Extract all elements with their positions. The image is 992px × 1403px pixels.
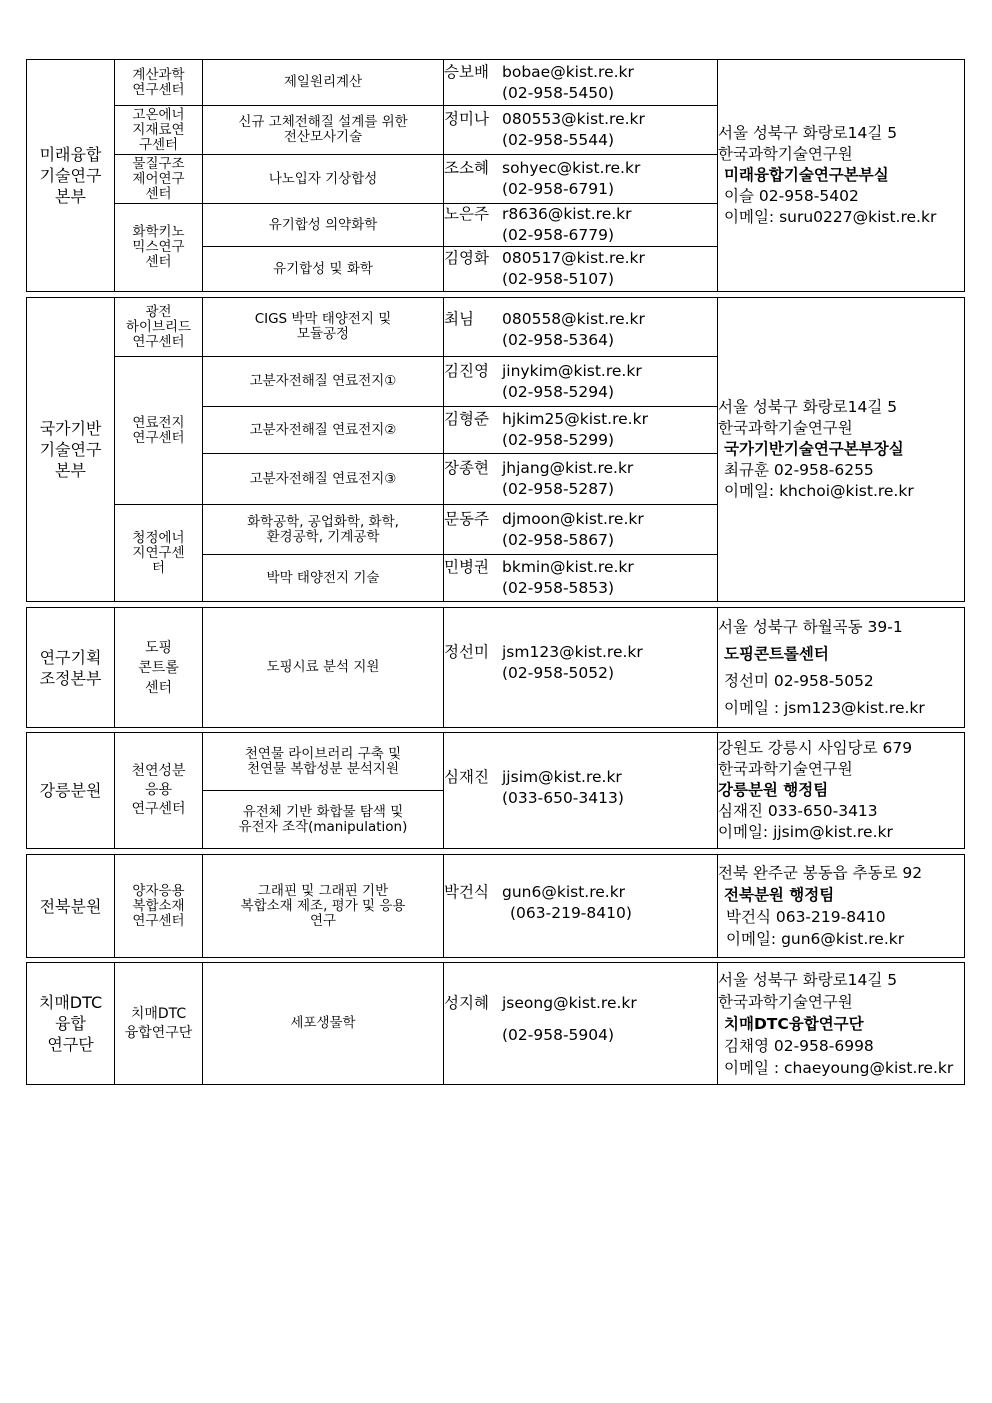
email-link[interactable]: jsm123@kist.re.kr	[502, 642, 643, 661]
center-cell: 양자응용 복합소재 연구센터	[115, 855, 203, 958]
center-cell: 고온에너 지재료연 구센터	[115, 106, 203, 155]
address-cell: 서울 성북구 하월곡동 39-1 도핑콘트롤센터 정선미 02-958-5052 이메일 : jsm123@kist.re.kr	[718, 608, 965, 728]
field-cell: 그래핀 및 그래핀 기반 복합소재 제조, 평가 및 응용 연구	[203, 855, 444, 958]
email-link[interactable]: hjkim25@kist.re.kr	[502, 410, 648, 428]
field-cell: 천연물 라이브러리 구축 및 천연물 복합성분 분석지원	[203, 733, 444, 791]
contact-cell: 김영화 080517@kist.re.kr (02-958-5107)	[444, 247, 718, 292]
address-email[interactable]: 이메일: suru0227@kist.re.kr	[724, 208, 937, 226]
field-cell: 나노입자 기상합성	[203, 155, 444, 204]
field-cell: 신규 고체전해질 설계를 위한 전산모사기술	[203, 106, 444, 155]
contact-cell: 최님 080558@kist.re.kr (02-958-5364)	[444, 298, 718, 357]
division-cell: 전북분원	[27, 855, 115, 958]
contact-cell: 민병권 bkmin@kist.re.kr (02-958-5853)	[444, 555, 718, 602]
contact-cell: 장종현 jhjang@kist.re.kr (02-958-5287)	[444, 454, 718, 505]
email-link[interactable]: bkmin@kist.re.kr	[502, 558, 634, 576]
email-link[interactable]: sohyec@kist.re.kr	[502, 159, 641, 177]
field-cell: 유기합성 및 화학	[203, 247, 444, 292]
email-link[interactable]: 080558@kist.re.kr	[502, 310, 645, 328]
address-cell: 강원도 강릉시 사임당로 679 한국과학기술연구원 강릉분원 행정팀 심재진 033-650-3413 이메일: jjsim@kist.re.kr	[718, 733, 965, 849]
address-cell: 서울 성북구 화랑로14길 5 한국과학기술연구원 국가기반기술연구본부장실 최규훈 02-958-6255 이메일: khchoi@kist.re.kr	[718, 298, 965, 602]
contact-cell: 김형준 hjkim25@kist.re.kr (02-958-5299)	[444, 407, 718, 454]
contact-cell: 노은주 r8636@kist.re.kr (02-958-6779)	[444, 204, 718, 247]
contact-table-gangneung	[26, 732, 965, 849]
field-cell: 세포생물학	[203, 963, 444, 1085]
field-cell: 고분자전해질 연료전지③	[203, 454, 444, 505]
center-cell: 광전 하이브리드 연구센터	[115, 298, 203, 357]
address-email[interactable]: 이메일: gun6@kist.re.kr	[726, 930, 905, 948]
contact-cell: 조소혜 sohyec@kist.re.kr (02-958-6791)	[444, 155, 718, 204]
contact-cell: 정선미 jsm123@kist.re.kr (02-958-5052)	[444, 608, 718, 728]
center-cell: 청정에너 지연구센 터	[115, 505, 203, 602]
contact-table-national-infrastructure	[26, 297, 965, 602]
division-cell: 연구기획 조정본부	[27, 608, 115, 728]
contact-cell: 승보배 bobae@kist.re.kr (02-958-5450)	[444, 60, 718, 106]
center-cell: 계산과학 연구센터	[115, 60, 203, 106]
address-email[interactable]: 이메일 : chaeyoung@kist.re.kr	[724, 1058, 954, 1077]
email-link[interactable]: jhjang@kist.re.kr	[502, 459, 634, 477]
email-link[interactable]: gun6@kist.re.kr	[502, 883, 626, 901]
division-cell: 치매DTC 융합 연구단	[27, 963, 115, 1085]
contact-table-dementia-dtc	[26, 962, 965, 1085]
field-cell: 고분자전해질 연료전지①	[203, 357, 444, 407]
address-cell: 서울 성북구 화랑로14길 5 한국과학기술연구원 치매DTC융합연구단 김채영 02-958-6998 이메일 : chaeyoung@kist.re.kr	[718, 963, 965, 1085]
contact-cell: 박건식 gun6@kist.re.kr (063-219-8410)	[444, 855, 718, 958]
field-cell: 유기합성 의약화학	[203, 204, 444, 247]
field-cell: CIGS 박막 태양전지 및 모듈공정	[203, 298, 444, 357]
center-cell: 화학키노 믹스연구 센터	[115, 204, 203, 292]
address-cell: 서울 성북구 화랑로14길 5 한국과학기술연구원 미래융합기술연구본부실 이슬 02-958-5402 이메일: suru0227@kist.re.kr	[718, 60, 965, 292]
email-link[interactable]: jseong@kist.re.kr	[502, 993, 637, 1012]
field-cell: 제일원리계산	[203, 60, 444, 106]
center-cell: 연료전지 연구센터	[115, 357, 203, 505]
email-link[interactable]: jjsim@kist.re.kr	[502, 767, 622, 786]
address-email[interactable]: 이메일: jjsim@kist.re.kr	[718, 823, 893, 841]
field-cell: 화학공학, 공업화학, 화학, 환경공학, 기계공학	[203, 505, 444, 555]
contact-cell: 김진영 jinykim@kist.re.kr (02-958-5294)	[444, 357, 718, 407]
division-cell: 강릉분원	[27, 733, 115, 849]
address-email[interactable]: 이메일 : jsm123@kist.re.kr	[724, 698, 925, 717]
email-link[interactable]: 080517@kist.re.kr	[502, 249, 645, 267]
contact-table-future-convergence	[26, 59, 965, 292]
contact-cell: 심재진 jjsim@kist.re.kr (033-650-3413)	[444, 733, 718, 849]
field-cell: 박막 태양전지 기술	[203, 555, 444, 602]
field-cell: 도핑시료 분석 지원	[203, 608, 444, 728]
center-cell: 물질구조 제어연구 센터	[115, 155, 203, 204]
contact-table-research-planning	[26, 607, 965, 728]
division-cell: 미래융합 기술연구 본부	[27, 60, 115, 292]
center-cell: 치매DTC 융합연구단	[115, 963, 203, 1085]
division-cell: 국가기반 기술연구 본부	[27, 298, 115, 602]
address-email[interactable]: 이메일: khchoi@kist.re.kr	[724, 482, 914, 500]
center-cell: 천연성분 응용 연구센터	[115, 733, 203, 849]
contact-cell: 성지혜 jseong@kist.re.kr (02-958-5904)	[444, 963, 718, 1085]
contact-cell: 정미나 080553@kist.re.kr (02-958-5544)	[444, 106, 718, 155]
contact-cell: 문동주 djmoon@kist.re.kr (02-958-5867)	[444, 505, 718, 555]
field-cell: 고분자전해질 연료전지②	[203, 407, 444, 454]
field-cell: 유전체 기반 화합물 탐색 및 유전자 조작(manipulation)	[203, 791, 444, 849]
email-link[interactable]: 080553@kist.re.kr	[502, 110, 645, 128]
contact-table-jeonbuk	[26, 854, 965, 958]
email-link[interactable]: jinykim@kist.re.kr	[502, 361, 642, 380]
center-cell: 도핑 콘트롤 센터	[115, 608, 203, 728]
email-link[interactable]: djmoon@kist.re.kr	[502, 509, 644, 528]
address-cell: 전북 완주군 봉동읍 추동로 92 전북분원 행정팀 박건식 063-219-8410 이메일: gun6@kist.re.kr	[718, 855, 965, 958]
email-link[interactable]: r8636@kist.re.kr	[502, 205, 632, 223]
email-link[interactable]: bobae@kist.re.kr	[502, 62, 634, 81]
